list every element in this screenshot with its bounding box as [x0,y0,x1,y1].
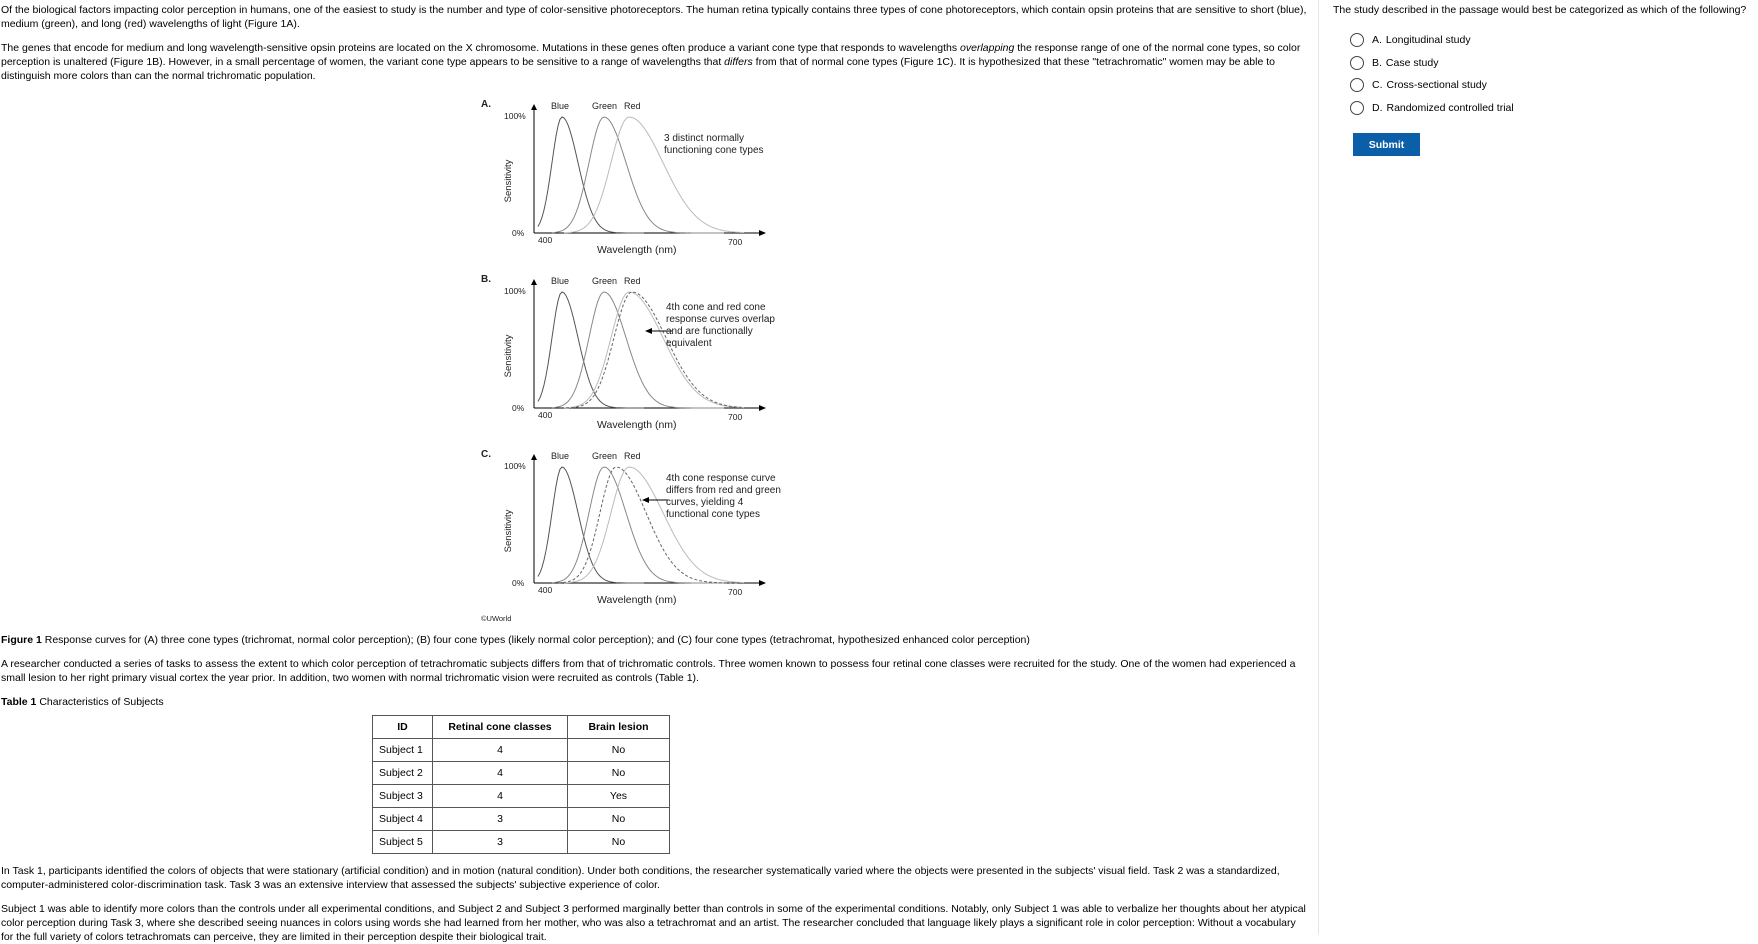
p2-part-c: from that of normal cone types (Figure 1C). It is hypothesized that these "tetrachromatic" women may be able to distinguish more colors than can the normal trichromatic population. [1,56,1275,82]
table-header-cone-classes: Retinal cone classes [433,716,568,739]
curve-label-green: Green [592,101,618,111]
table-row [373,808,670,831]
choice-text: Longitudinal study [1385,34,1471,47]
x-axis-tick-400: 400 [538,235,553,245]
radio-button[interactable] [1350,56,1364,70]
question-panel [1333,3,1758,156]
x-axis-tick-700: 700 [728,237,743,247]
y-axis-min-label: 0% [512,578,525,588]
answer-choices [1333,29,1758,119]
choice-text: Randomized controlled trial [1386,101,1514,114]
radio-button[interactable] [1350,101,1364,115]
curve-label-green: Green [592,451,618,461]
cell-subject-id: Subject 4 [373,808,433,831]
y-axis-title: Sensitivity [503,159,514,203]
curve-label-red: Red [624,276,641,286]
annotation-text: and are functionally [666,326,753,337]
y-axis-max-label: 100% [504,286,526,296]
x-axis-tick-400: 400 [538,585,553,595]
response-curves-figure [479,93,809,633]
p2-part-a: The genes that encode for medium and long wavelength-sensitive opsin proteins are located on the X chromosome. Mutations in these genes often produce a variant cone type that responds to wavelengths [1,42,961,54]
question-stem: The study described in the passage would best be categorized as which of the following? [1333,4,1747,16]
cell-cone-classes: 4 [433,739,568,762]
passage-paragraph-4: In Task 1, participants identified the colors of objects that were stationary (artificial condition) and in motion (natural condition). Under both conditions, the researcher systematically varied where the objects were presented in the subjects' visual field. Task 2 was a standardized, computer-administered color-discrimination task. Task 3 was an extensive interview that assessed the subjects' subjective experience of color. [1,865,1280,891]
table-caption-label: Table 1 [1,696,37,708]
y-axis-title: Sensitivity [503,509,514,553]
panel-divider [1318,0,1319,934]
annotation-text: functional cone types [666,509,760,520]
annotation-text: functioning cone types [664,145,764,156]
table-caption [1,695,1310,709]
choice-letter: C. [1372,79,1383,92]
passage-paragraph-3: A researcher conducted a series of tasks to assess the extent to which color perception of tetrachromatic subjects differs from that of trichromatic controls. Three women known to possess four retinal cone classes were recruited for the study. One of the women had experienced a small lesion to her right primary visual cortex the year prior. In addition, two women with normal trichromatic vision were recruited as controls (Table 1). [1,658,1296,684]
figure-caption [1,633,1310,647]
y-axis-arrow [531,279,537,285]
figure-caption-label: Figure 1 [1,634,42,646]
annotation-text: curves, yielding 4 [666,497,744,508]
annotation-arrowhead [642,497,649,503]
x-axis-arrow [759,230,766,236]
cell-subject-id: Subject 1 [373,739,433,762]
x-axis-tick-700: 700 [728,587,743,597]
radio-button[interactable] [1350,33,1364,47]
y-axis-title: Sensitivity [503,334,514,378]
p2-part-b: the response range of one of the normal cone types, so color perception is unaltered (Figure 1B). However, in a small percentage of women, the variant cone type appears to be sensitive to a range of wavelengths that [1,42,1301,68]
x-axis-tick-400: 400 [538,410,553,420]
x-axis-tick-700: 700 [728,412,743,422]
choice-letter: B. [1372,56,1382,69]
cell-cone-classes: 3 [433,831,568,854]
cell-brain-lesion: Yes [568,785,670,808]
annotation-text: 4th cone and red cone [666,302,766,313]
submit-button[interactable]: Submit [1353,133,1420,156]
cell-subject-id: Subject 5 [373,831,433,854]
annotation-text: response curves overlap [666,314,775,325]
y-axis-min-label: 0% [512,403,525,413]
table-row [373,762,670,785]
curve-label-blue: Blue [551,451,570,461]
cell-cone-classes: 3 [433,808,568,831]
cell-subject-id: Subject 2 [373,762,433,785]
cell-brain-lesion: No [568,808,670,831]
y-axis-min-label: 0% [512,228,525,238]
table-header-row [373,716,670,739]
panel-label: A. [481,99,491,110]
subjects-table [372,715,670,854]
p2-emphasis-differs: differs [724,56,753,68]
answer-choice-c[interactable] [1333,74,1758,97]
y-axis-arrow [531,454,537,460]
y-axis-max-label: 100% [504,461,526,471]
cell-subject-id: Subject 3 [373,785,433,808]
figure-caption-text: Response curves for (A) three cone types (trichromat, normal color perception); (B) four cone types (likely normal color perception); and (C) four cone types (tetrachromat, hypothesized enhanced color perception) [41,634,1030,646]
answer-choice-b[interactable] [1333,52,1758,75]
table-header-brain-lesion: Brain lesion [568,716,670,739]
cell-brain-lesion: No [568,831,670,854]
x-axis-title: Wavelength (nm) [597,244,677,256]
table-header-id: ID [373,716,433,739]
passage-paragraph-5: Subject 1 was able to identify more colors than the controls under all experimental conditions, and Subject 2 and Subject 3 performed marginally better than controls in some of the experimental conditions. Notably, only Subject 1 was able to verbalize her thoughts about her atypical color perception during Task 3, where she described seeing nuances in colors using words she had learned from her mother, who was also a tetrachromat and an artist. The researcher concluded that language likely plays a significant role in color perception: Without a vocabulary for the full variety of colors tetrachromats can perceive, they are limited in their perception despite their biological trait. [1,903,1306,943]
answer-choice-a[interactable] [1333,29,1758,52]
figure-1 [479,93,809,633]
p2-emphasis-overlapping: overlapping [960,42,1015,54]
table-row [373,739,670,762]
annotation-text: 3 distinct normally [664,133,745,144]
x-axis-title: Wavelength (nm) [597,594,677,606]
panel-label: C. [481,449,491,460]
choice-letter: D. [1372,101,1383,114]
curve-blue [538,467,644,583]
choice-text: Case study [1385,56,1439,69]
table-row [373,785,670,808]
cell-cone-classes: 4 [433,762,568,785]
annotation-text: differs from red and green [666,485,781,496]
curve-label-green: Green [592,276,618,286]
choice-text: Cross-sectional study [1386,79,1487,92]
annotation-text: 4th cone response curve [666,473,776,484]
x-axis-arrow [759,405,766,411]
annotation-arrowhead [645,328,652,334]
curve-label-red: Red [624,451,641,461]
x-axis-title: Wavelength (nm) [597,419,677,431]
curve-label-blue: Blue [551,101,570,111]
answer-choice-d[interactable] [1333,97,1758,120]
passage-paragraph-2 [1,41,1310,83]
table-caption-text: Characteristics of Subjects [36,696,164,708]
panel-label: B. [481,274,491,285]
passage-paragraph-1: Of the biological factors impacting color perception in humans, one of the easiest to study is the number and type of color-sensitive photoreceptors. The human retina typically contains three types of cone photoreceptors, which contain opsin proteins that are sensitive to short (blue), medium (green), and long (red) wavelengths of light (Figure 1A). [1,4,1307,30]
choice-letter: A. [1372,34,1382,47]
cell-cone-classes: 4 [433,785,568,808]
cell-brain-lesion: No [568,762,670,785]
curve-blue [538,292,644,408]
x-axis-arrow [759,580,766,586]
cell-brain-lesion: No [568,739,670,762]
curve-label-blue: Blue [551,276,570,286]
y-axis-max-label: 100% [504,111,526,121]
table-row [373,831,670,854]
curve-blue [538,117,644,233]
y-axis-arrow [531,104,537,110]
copyright-text: ©UWorld [481,614,512,623]
radio-button[interactable] [1350,78,1364,92]
curve-label-red: Red [624,101,641,111]
annotation-text: equivalent [666,338,712,349]
